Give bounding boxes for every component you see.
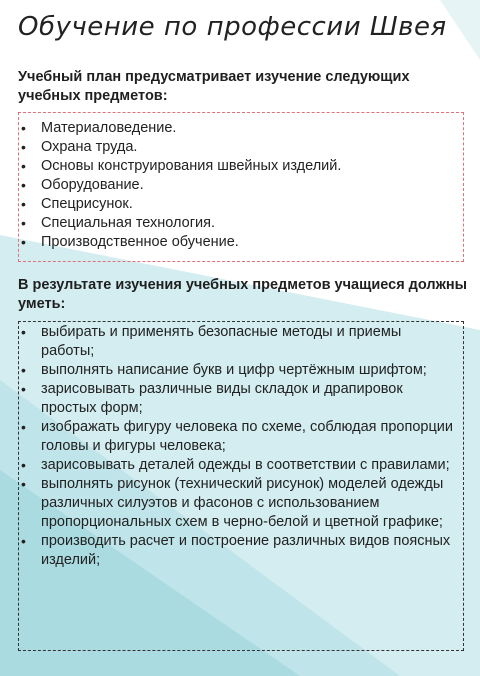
subjects-box (18, 112, 464, 262)
curriculum-heading: Учебный план предусматривает изучение следующих учебных предметов: (18, 69, 410, 104)
skills-list (19, 322, 463, 570)
bullet-icon: • (21, 419, 26, 435)
list-item: • Производственное обучение. (21, 234, 239, 250)
list-item: • Спецрисунок. (21, 196, 133, 212)
list-item: • Специальная технология. (21, 215, 216, 231)
bullet-icon: • (21, 381, 26, 397)
bullet-icon: • (21, 215, 26, 231)
list-item: • выполнять написание букв и цифр чертёжным шрифтом; (21, 362, 427, 378)
list-item: • Охрана труда. (21, 139, 138, 155)
skills-box (18, 321, 464, 651)
skills-heading: В результате изучения учебных предметов учащиеся должны уметь: (18, 277, 468, 312)
subjects-list (19, 113, 463, 252)
list-item: • Оборудование. (21, 177, 144, 193)
bullet-icon: • (21, 120, 26, 136)
list-item: • изображать фигуру человека по схеме, соблюдая пропорции головы и фигуры человека; (21, 419, 453, 454)
page-title: Обучение по профессии Швея (18, 12, 447, 42)
bullet-icon: • (21, 139, 26, 155)
list-item: • выполнять рисунок (технический рисунок) моделей одежды различных силуэтов и фасонов с использованием пропорциональных схем в черно-белой и цветной графике; (21, 476, 444, 530)
bullet-icon: • (21, 196, 26, 212)
bullet-icon: • (21, 234, 26, 250)
list-item: • зарисовывать деталей одежды в соответствии с правилами; (21, 457, 450, 473)
bullet-icon: • (21, 457, 26, 473)
list-item: • Материаловедение. (21, 120, 177, 136)
bullet-icon: • (21, 533, 26, 549)
bullet-icon: • (21, 476, 26, 492)
bullet-icon: • (21, 177, 26, 193)
list-item: • выбирать и применять безопасные методы и приемы работы; (21, 324, 402, 359)
list-item: • производить расчет и построение различных видов поясных изделий; (21, 533, 451, 568)
list-item: • Основы конструирования швейных изделий. (21, 158, 342, 174)
bullet-icon: • (21, 324, 26, 340)
list-item: • зарисовывать различные виды складок и драпировок простых форм; (21, 381, 403, 416)
bullet-icon: • (21, 158, 26, 174)
bullet-icon: • (21, 362, 26, 378)
